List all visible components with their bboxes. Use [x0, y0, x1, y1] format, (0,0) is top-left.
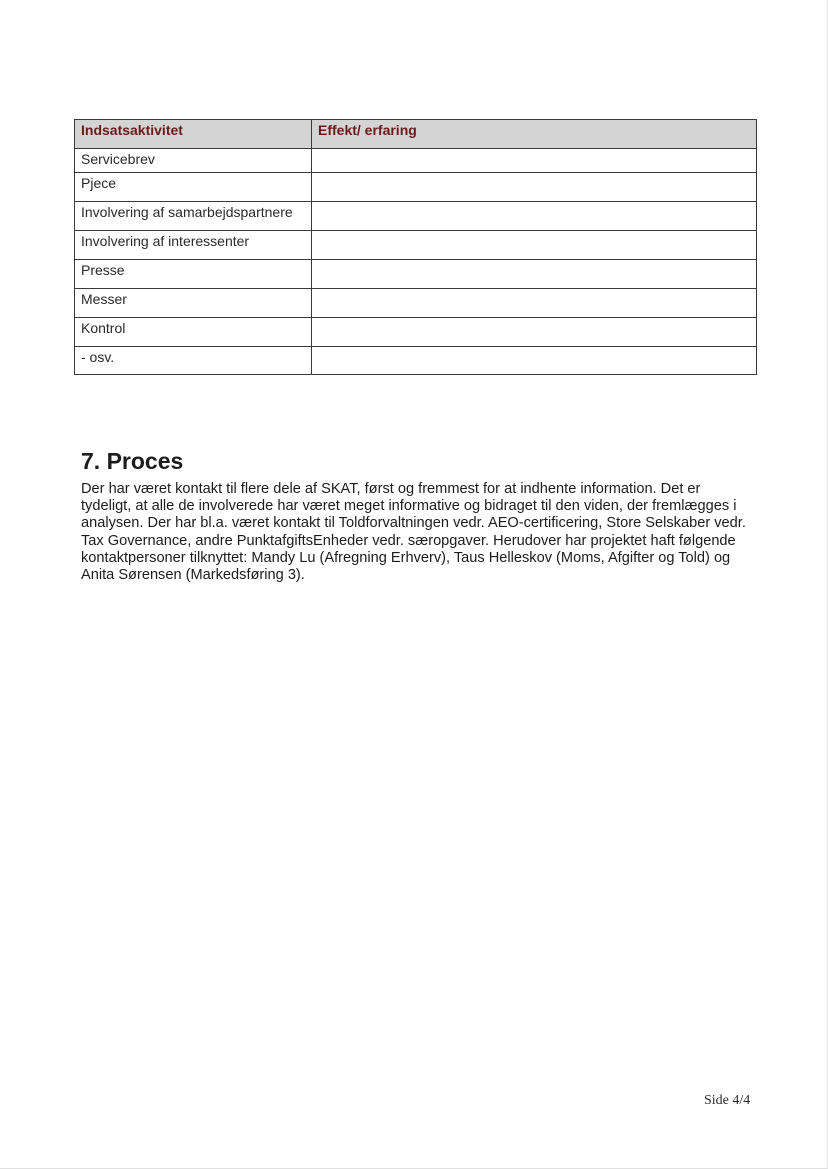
cell-effect [312, 149, 757, 173]
cell-effect [312, 347, 757, 375]
cell-activity: Involvering af samarbejdspartnere [75, 202, 312, 231]
table-row [75, 289, 757, 318]
cell-effect [312, 231, 757, 260]
table-row [75, 149, 757, 173]
cell-activity: Kontrol [75, 318, 312, 347]
table-row [75, 318, 757, 347]
section-heading: 7. Proces [81, 448, 184, 474]
table-row [75, 260, 757, 289]
header-effect: Effekt/ erfaring [312, 120, 757, 149]
cell-effect [312, 289, 757, 318]
header-activity: Indsatsaktivitet [75, 120, 312, 149]
cell-activity: - osv. [75, 347, 312, 375]
table-row [75, 347, 757, 375]
table-row [75, 173, 757, 202]
cell-effect [312, 173, 757, 202]
cell-effect [312, 318, 757, 347]
cell-activity: Presse [75, 260, 312, 289]
page-number: Side 4/4 [704, 1093, 751, 1108]
table-row [75, 231, 757, 260]
cell-effect [312, 202, 757, 231]
table-header-row [75, 120, 757, 149]
table-row [75, 202, 757, 231]
activity-table [74, 119, 757, 375]
cell-activity: Pjece [75, 173, 312, 202]
cell-effect [312, 260, 757, 289]
section-body-text: Der har været kontakt til flere dele af SKAT, først og fremmest for at indhente information. Det er tydeligt, at alle de involverede har været meget informative og bidraget til den viden, der fremlægges i analysen. Der har bl.a. været kontakt til Toldforvaltningen vedr. AEO-certificering, Store Selskaber vedr. Tax Governance, andre PunktafgiftsEnheder vedr. særopgaver. Herudover har projektet haft følgende kontaktpersoner tilknyttet: Mandy Lu (Afregning Erhverv), Taus Helleskov (Moms, Afgifter og Told) og Anita Sørensen (Markedsføring 3). [81, 481, 746, 584]
cell-activity: Involvering af interessenter [75, 231, 312, 260]
cell-activity: Servicebrev [75, 149, 312, 173]
cell-activity: Messer [75, 289, 312, 318]
